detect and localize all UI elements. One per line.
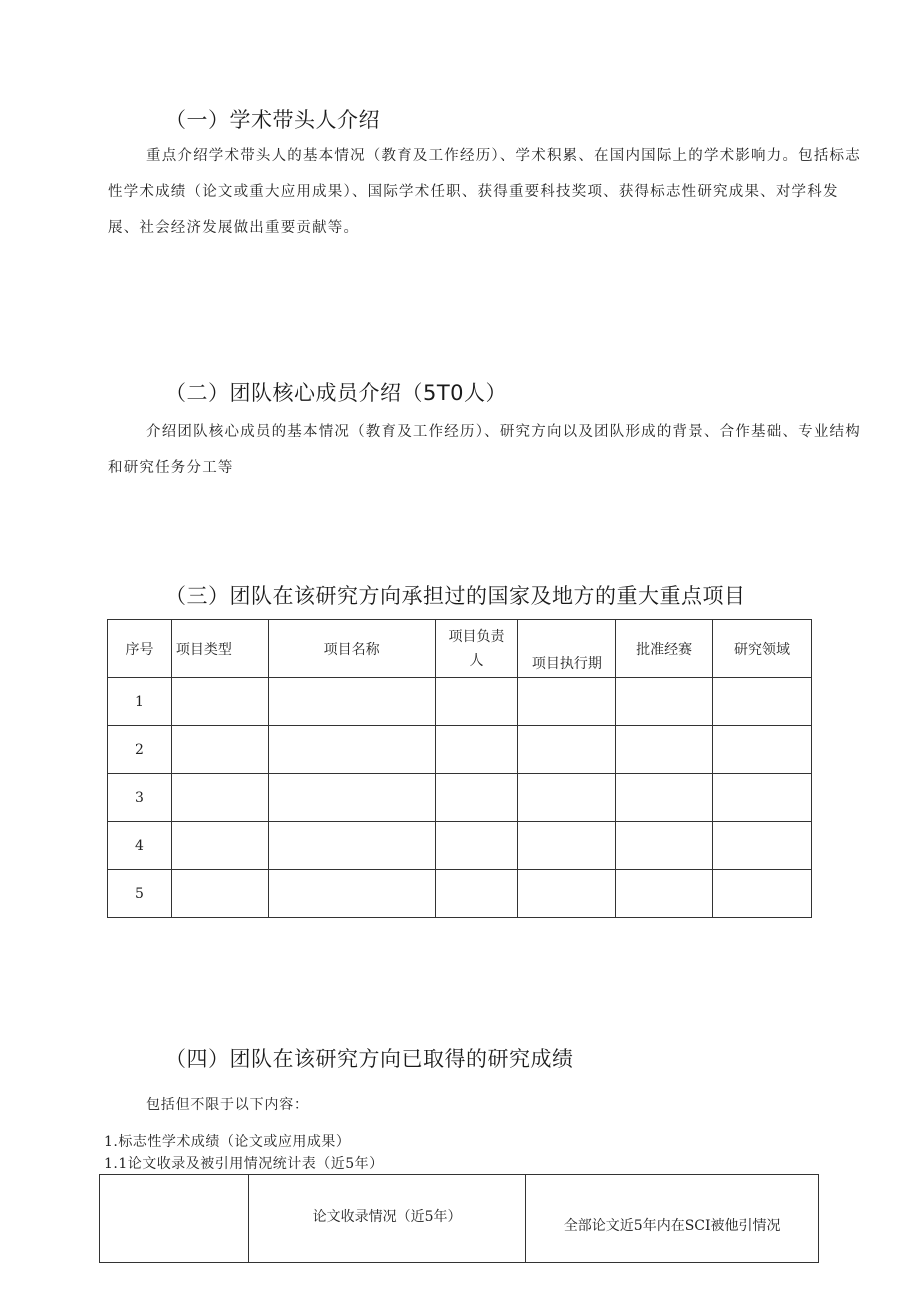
- row-index: 1: [108, 678, 172, 726]
- table-cell[interactable]: [616, 774, 713, 822]
- table-cell[interactable]: [518, 822, 616, 870]
- table-cell[interactable]: [616, 678, 713, 726]
- table-row: [108, 726, 812, 774]
- table-cell[interactable]: [713, 870, 812, 918]
- table-cell[interactable]: [171, 870, 268, 918]
- header-cell: 项目类型: [171, 620, 268, 678]
- section3-title: （三）团队在该研究方向承担过的国家及地方的重大重点项目: [165, 584, 746, 608]
- item1-heading: 1.标志性学术成绩（论文或应用成果）: [104, 1134, 351, 1150]
- table-cell[interactable]: [713, 678, 812, 726]
- table-cell[interactable]: [518, 774, 616, 822]
- table-cell[interactable]: [171, 726, 268, 774]
- table-header-row: [108, 620, 812, 678]
- header-cell: 论文收录情况（近5年）: [248, 1175, 526, 1263]
- table-header-row: [100, 1175, 819, 1263]
- row-index: 4: [108, 822, 172, 870]
- header-cell: 项目负责人: [435, 620, 518, 678]
- table-cell[interactable]: [713, 726, 812, 774]
- section1-body: 重点介绍学术带头人的基本情况（教育及工作经历）、学术积累、在国内国际上的学术影响力。包括标志性学术成绩（论文或重大应用成果）、国际学术任职、获得重要科技奖项、获得标志性研究成果、对学科发展、社会经济发展做出重要贡献等。: [108, 148, 861, 236]
- section1-title: （一）学术带头人介绍: [165, 108, 380, 132]
- table-cell[interactable]: [171, 678, 268, 726]
- table-row: [108, 774, 812, 822]
- table-cell[interactable]: [268, 822, 435, 870]
- table-cell[interactable]: [616, 726, 713, 774]
- header-cell: 项目执行期: [518, 620, 616, 678]
- table-cell[interactable]: [435, 678, 518, 726]
- header-cell: 全部论文近5年内在SCI被他引情况: [526, 1175, 819, 1263]
- section4-title: （四）团队在该研究方向已取得的研究成绩: [165, 1047, 574, 1071]
- header-cell: 项目名称: [268, 620, 435, 678]
- table-cell[interactable]: [435, 774, 518, 822]
- table-cell[interactable]: [713, 822, 812, 870]
- table-cell[interactable]: [616, 822, 713, 870]
- item1-1-heading: 1.1论文收录及被引用情况统计表（近5年）: [104, 1156, 384, 1172]
- table-cell[interactable]: [518, 678, 616, 726]
- projects-table: [107, 619, 812, 918]
- section2-title: （二）团队核心成员介绍（5T0人）: [165, 381, 508, 405]
- table-row: [108, 822, 812, 870]
- table-row: [108, 678, 812, 726]
- table-cell[interactable]: [268, 678, 435, 726]
- table-cell[interactable]: [268, 774, 435, 822]
- row-index: 2: [108, 726, 172, 774]
- header-cell: 研究领域: [713, 620, 812, 678]
- row-index: 3: [108, 774, 172, 822]
- table-cell[interactable]: [616, 870, 713, 918]
- table-row: [108, 870, 812, 918]
- table-cell[interactable]: [435, 870, 518, 918]
- section4-intro: 包括但不限于以下内容：: [146, 1097, 309, 1113]
- row-index: 5: [108, 870, 172, 918]
- header-cell: 序号: [108, 620, 172, 678]
- table-cell[interactable]: [435, 822, 518, 870]
- section2-body: 介绍团队核心成员的基本情况（教育及工作经历）、研究方向以及团队形成的背景、合作基础、专业结构和研究任务分工等: [108, 424, 861, 476]
- table-cell[interactable]: [268, 870, 435, 918]
- table-cell[interactable]: [100, 1175, 249, 1263]
- table-cell[interactable]: [435, 726, 518, 774]
- table-cell[interactable]: [518, 870, 616, 918]
- table-cell[interactable]: [171, 822, 268, 870]
- table-cell[interactable]: [268, 726, 435, 774]
- table-cell[interactable]: [713, 774, 812, 822]
- papers-table: [99, 1174, 819, 1263]
- table-cell[interactable]: [518, 726, 616, 774]
- header-cell: 批准经赛: [616, 620, 713, 678]
- table-cell[interactable]: [171, 774, 268, 822]
